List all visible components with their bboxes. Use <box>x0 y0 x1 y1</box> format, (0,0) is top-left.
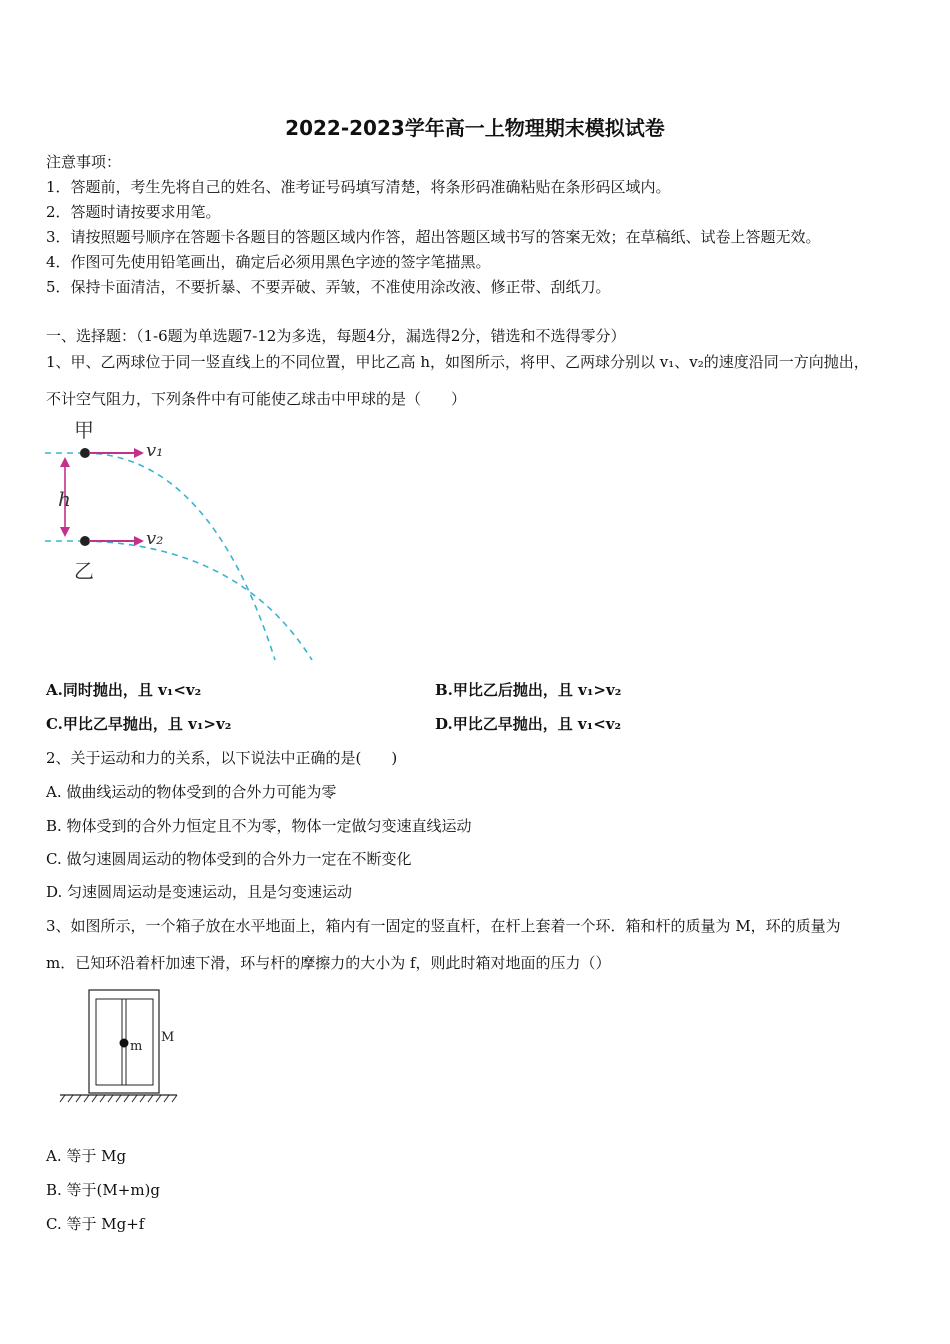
notice-heading: 注意事项： <box>46 153 122 171</box>
figure-label-v1: v₁ <box>146 440 164 461</box>
q3-option-b: B. 等于(M+m)g <box>46 1181 161 1199</box>
notice-item-3: 3．请按照题号顺序在答题卡各题目的答题区域内作答，超出答题区域书写的答案无效；在草稿纸、试卷上答题无效。 <box>46 228 821 246</box>
q2-stem: 2、关于运动和力的关系，以下说法中正确的是( ) <box>46 749 398 767</box>
q2-option-b: B. 物体受到的合外力恒定且不为零，物体一定做匀变速直线运动 <box>46 817 472 835</box>
q1-stem-line2: 不计空气阻力，下列条件中有可能使乙球击中甲球的是（ ） <box>46 390 467 408</box>
notice-item-5: 5．保持卡面清洁，不要折暴、不要弄破、弄皱，不准使用涂改液、修正带、刮纸刀。 <box>46 278 611 296</box>
q1-trajectory-figure <box>40 415 320 665</box>
q1-option-b: B.甲比乙后抛出，且 v₁>v₂ <box>435 681 622 699</box>
figure-label-h: h <box>58 487 71 511</box>
figure-label-m: m <box>130 1039 143 1054</box>
notice-item-1: 1．答题前，考生先将自己的姓名、准考证号码填写清楚，将条形码准确粘贴在条形码区域内。 <box>46 178 671 196</box>
q3-stem-line2: m．已知环沿着杆加速下滑，环与杆的摩擦力的大小为 f，则此时箱对地面的压力（） <box>46 954 611 972</box>
notice-item-2: 2．答题时请按要求用笔。 <box>46 203 221 221</box>
q2-option-d: D. 匀速圆周运动是变速运动，且是匀变速运动 <box>46 883 353 901</box>
figure-label-yi: 乙 <box>74 559 94 583</box>
q1-stem-line1: 1、甲、乙两球位于同一竖直线上的不同位置，甲比乙高 h，如图所示，将甲、乙两球分别以 v₁、v₂的速度沿同一方向抛出， <box>46 353 869 371</box>
q1-option-d: D.甲比乙早抛出，且 v₁<v₂ <box>435 715 622 733</box>
q1-option-c: C.甲比乙早抛出，且 v₁>v₂ <box>46 715 232 733</box>
figure-label-v2: v₂ <box>146 528 164 549</box>
q3-option-a: A. 等于 Mg <box>46 1147 127 1165</box>
figure-label-jia: 甲 <box>74 418 94 442</box>
figure-label-M: M <box>161 1030 175 1045</box>
q2-option-a: A. 做曲线运动的物体受到的合外力可能为零 <box>46 783 337 801</box>
q1-option-a: A.同时抛出，且 v₁<v₂ <box>46 681 202 699</box>
notice-item-4: 4．作图可先使用铅笔画出，确定后必须用黑色字迹的签字笔描黑。 <box>46 253 491 271</box>
section-heading: 一、选择题：（1-6题为单选题7-12为多选，每题4分，漏选得2分，错选和不选得零分） <box>46 327 626 345</box>
q2-option-c: C. 做匀速圆周运动的物体受到的合外力一定在不断变化 <box>46 850 412 868</box>
q3-box-figure <box>55 985 190 1105</box>
page-title: 2022-2023学年高一上物理期末模拟试卷 <box>285 116 665 140</box>
q3-stem-line1: 3、如图所示，一个箱子放在水平地面上，箱内有一固定的竖直杆，在杆上套着一个环．箱和杆的质量为 M，环的质量为 <box>46 917 841 935</box>
q3-option-c: C. 等于 Mg+f <box>46 1215 145 1233</box>
